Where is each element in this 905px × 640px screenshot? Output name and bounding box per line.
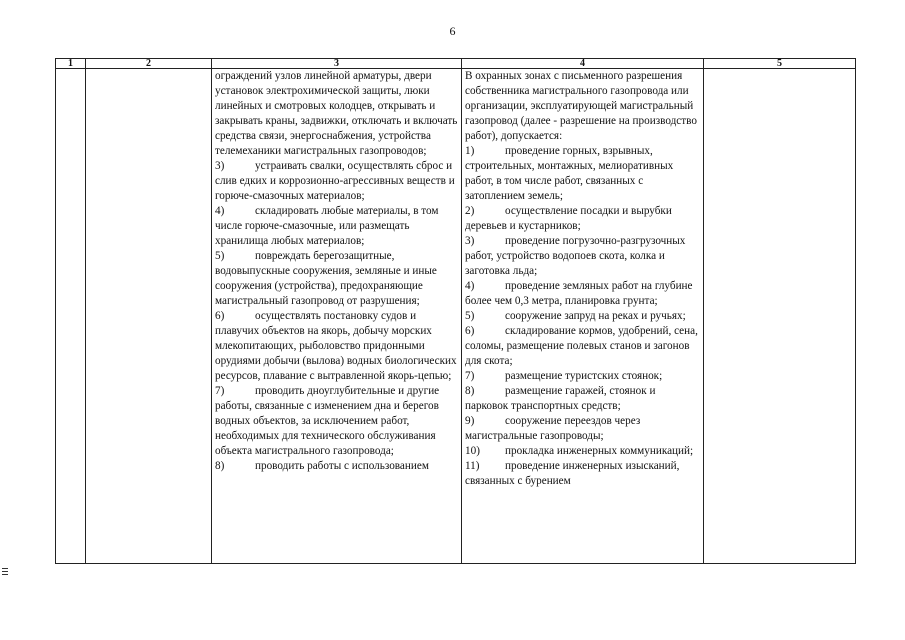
item-number: 5) (465, 310, 475, 322)
item-number: 7) (215, 385, 225, 397)
list-item (215, 249, 458, 309)
cell-permitted-with-permission (462, 69, 704, 564)
list-item (215, 204, 458, 249)
item-text: осуществлять постановку судов и плавучих объектов на якорь, добычу морских млекопитающих, рыболовство придонными орудиями добычи (вылова) водных биологических ресурсов, плавание с вытравленной якорь-цепью; (215, 310, 457, 382)
list-item (215, 384, 458, 459)
regulation-table (55, 58, 856, 564)
item-number: 3) (215, 160, 225, 172)
item-number: 3) (465, 235, 475, 247)
list-item (215, 309, 458, 384)
item-text: проводить работы с использованием (255, 460, 429, 472)
list-item (465, 144, 700, 204)
item-text: проведение погрузочно-разгрузочных работ, устройство водопоев скота, колка и заготовка льда; (465, 235, 686, 277)
header-row (56, 59, 856, 69)
list-item (465, 384, 700, 414)
cell-col-2 (86, 69, 212, 564)
item-text: проведение земляных работ на глубине более чем 0,3 метра, планировка грунта; (465, 280, 693, 307)
table-row (56, 69, 856, 564)
item-number: 6) (215, 310, 225, 322)
item-text: сооружение переездов через магистральные газопроводы; (465, 415, 641, 442)
cell-col-5 (704, 69, 856, 564)
column-header-1: 1 (56, 59, 86, 69)
item-text: сооружение запруд на реках и ручьях; (505, 310, 686, 322)
list-item (465, 369, 700, 384)
list-item (465, 324, 700, 369)
cell-prohibitions (212, 69, 462, 564)
column-header-5: 5 (704, 59, 856, 69)
prohibitions-list (215, 69, 458, 474)
list-item (465, 279, 700, 309)
item-text: складирование кормов, удобрений, сена, соломы, размещение полевых станов и загонов для скота; (465, 325, 698, 367)
list-item (215, 159, 458, 204)
item-number: 5) (215, 250, 225, 262)
list-item (465, 444, 700, 459)
list-item (215, 69, 458, 159)
cell-col-1 (56, 69, 86, 564)
item-text: проведение инженерных изысканий, связанных с бурением (465, 460, 680, 487)
item-number: 2) (465, 205, 475, 217)
item-text: прокладка инженерных коммуникаций; (505, 445, 694, 457)
list-item (465, 234, 700, 279)
item-number: 4) (215, 205, 225, 217)
column-header-4: 4 (462, 59, 704, 69)
list-item (465, 309, 700, 324)
item-number: 7) (465, 370, 475, 382)
item-text: складировать любые материалы, в том числе горюче-смазочные, или размещать хранилища любых материалов; (215, 205, 439, 247)
column-header-2: 2 (86, 59, 212, 69)
item-number: 11) (465, 460, 480, 472)
item-number: 4) (465, 280, 475, 292)
item-number: 6) (465, 325, 475, 337)
permitted-works-list (465, 69, 700, 489)
page-number: 6 (449, 24, 456, 38)
scan-edge-mark (2, 568, 8, 577)
item-text: осуществление посадки и вырубки деревьев и кустарников; (465, 205, 672, 232)
list-item (465, 414, 700, 444)
item-text: ограждений узлов линейной арматуры, двери установок электрохимической защиты, люки линейных и смотровых колодцев, открывать и закрывать краны, задвижки, отключать и включать средства связи, энергоснабжения, устройства телемеханики магистральных газопроводов; (215, 70, 458, 157)
item-text: размещение туристских стоянок; (505, 370, 663, 382)
item-text: устраивать свалки, осуществлять сброс и слив едких и коррозионно-агрессивных веществ и горюче-смазочных материалов; (215, 160, 455, 202)
item-number: 8) (215, 460, 225, 472)
item-text: повреждать берегозащитные, водовыпускные сооружения, земляные и иные сооружения (устройства), предохраняющие магистральный газопровод от разрушения; (215, 250, 437, 307)
list-item (215, 459, 458, 474)
list-item (465, 204, 700, 234)
list-item (465, 69, 700, 144)
item-number: 9) (465, 415, 475, 427)
item-text: размещение гаражей, стоянок и парковок транспортных средств; (465, 385, 656, 412)
item-text: проведение горных, взрывных, строительных, монтажных, мелиоративных работ, в том числе работ, связанных с затоплением земель; (465, 145, 674, 202)
item-text: В охранных зонах с письменного разрешения собственника магистрального газопровода или организации, эксплуатирующей магистральный газопровод (далее - разрешение на производство работ), допускается: (465, 70, 697, 142)
item-number: 1) (465, 145, 475, 157)
list-item (465, 459, 700, 489)
column-header-3: 3 (212, 59, 462, 69)
item-number: 10) (465, 445, 480, 457)
item-number: 8) (465, 385, 475, 397)
item-text: проводить дноуглубительные и другие работы, связанные с изменением дна и берегов водных объектов, за исключением работ, необходимых для технического обслуживания объекта магистрального газопровода; (215, 385, 440, 457)
